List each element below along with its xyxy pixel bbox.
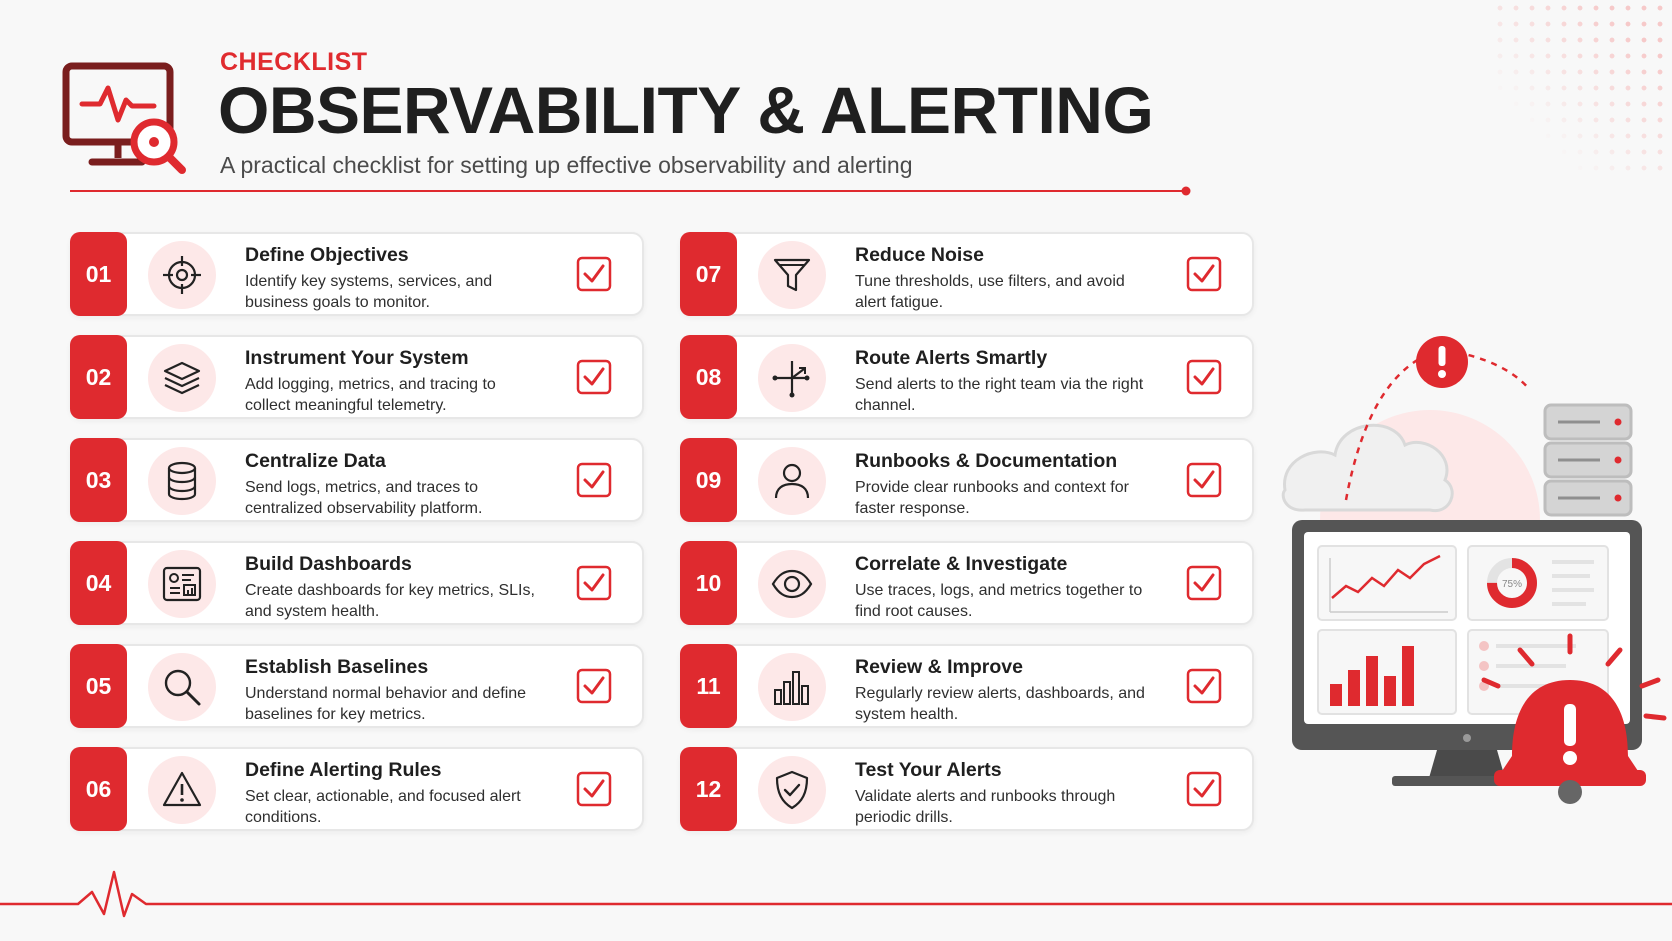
item-description: Send alerts to the right team via the right channel. — [855, 376, 1144, 414]
warning-icon — [148, 756, 216, 824]
checkbox-checked-icon[interactable] — [1186, 359, 1222, 395]
checklist-item — [680, 232, 1254, 316]
item-description: Regularly review alerts, dashboards, and system health. — [855, 685, 1145, 723]
decorative-dot-grid — [1492, 0, 1672, 180]
checkbox-checked-icon[interactable] — [576, 771, 612, 807]
dashboard-icon — [148, 550, 216, 618]
checklist-item — [70, 541, 644, 625]
item-number-badge: 03 — [70, 438, 127, 522]
checkbox-checked-icon[interactable] — [576, 462, 612, 498]
item-number-badge: 10 — [680, 541, 737, 625]
item-description: Identify key systems, services, and business goals to monitor. — [245, 273, 493, 311]
item-title: Establish Baselines — [245, 656, 429, 678]
item-description: Set clear, actionable, and focused alert conditions. — [245, 788, 521, 826]
checklist-item — [70, 232, 644, 316]
database-icon — [148, 447, 216, 515]
checkbox-checked-icon[interactable] — [1186, 771, 1222, 807]
checklist-item — [70, 335, 644, 419]
item-description: Use traces, logs, and metrics together to find root causes. — [855, 582, 1143, 620]
item-description: Send logs, metrics, and traces to centralized observability platform. — [245, 479, 483, 517]
page-title: OBSERVABILITY & ALERTING — [218, 73, 1154, 147]
item-title: Review & Improve — [855, 656, 1023, 678]
item-title: Correlate & Investigate — [855, 553, 1068, 575]
gauge-label: 75% — [1501, 579, 1523, 590]
checkbox-checked-icon[interactable] — [576, 668, 612, 704]
item-number-badge: 02 — [70, 335, 127, 419]
footer-pulse-line — [0, 870, 1672, 920]
checklist-item — [70, 747, 644, 831]
item-title: Define Alerting Rules — [245, 759, 442, 781]
checklist-item — [70, 438, 644, 522]
item-title: Test Your Alerts — [855, 759, 1002, 781]
monitor-pulse-icon — [62, 62, 192, 177]
item-number-badge: 01 — [70, 232, 127, 316]
checkbox-checked-icon[interactable] — [576, 256, 612, 292]
item-number-badge: 09 — [680, 438, 737, 522]
page-subtitle: A practical checklist for setting up effective observability and alerting — [220, 152, 913, 178]
layers-icon — [148, 344, 216, 412]
checkbox-checked-icon[interactable] — [1186, 462, 1222, 498]
item-number-badge: 05 — [70, 644, 127, 728]
checkbox-checked-icon[interactable] — [1186, 668, 1222, 704]
checklist-item — [680, 747, 1254, 831]
checkbox-checked-icon[interactable] — [1186, 565, 1222, 601]
route-icon — [758, 344, 826, 412]
item-title: Build Dashboards — [245, 553, 412, 575]
header-divider — [70, 186, 1194, 196]
item-number-badge: 11 — [680, 644, 737, 728]
item-description: Add logging, metrics, and tracing to collect meaningful telemetry. — [245, 376, 496, 414]
item-description: Provide clear runbooks and context for faster response. — [855, 479, 1129, 517]
item-title: Centralize Data — [245, 450, 386, 472]
checklist-item — [680, 335, 1254, 419]
item-description: Tune thresholds, use filters, and avoid alert fatigue. — [855, 273, 1125, 311]
bar-chart-icon — [758, 653, 826, 721]
item-description: Validate alerts and runbooks through periodic drills. — [855, 788, 1116, 826]
checklist-item — [70, 644, 644, 728]
person-icon — [758, 447, 826, 515]
item-number-badge: 08 — [680, 335, 737, 419]
item-title: Define Objectives — [245, 244, 409, 266]
item-description: Create dashboards for key metrics, SLIs, and system health. — [245, 582, 535, 620]
target-icon — [148, 241, 216, 309]
checklist-item — [680, 644, 1254, 728]
item-number-badge: 06 — [70, 747, 127, 831]
item-title: Instrument Your System — [245, 347, 469, 369]
item-number-badge: 12 — [680, 747, 737, 831]
item-description: Understand normal behavior and define baselines for key metrics. — [245, 685, 527, 723]
eye-icon — [758, 550, 826, 618]
checklist-item — [680, 438, 1254, 522]
item-title: Route Alerts Smartly — [855, 347, 1048, 369]
checkbox-checked-icon[interactable] — [1186, 256, 1222, 292]
shield-check-icon — [758, 756, 826, 824]
item-title: Reduce Noise — [855, 244, 984, 266]
checkbox-checked-icon[interactable] — [576, 359, 612, 395]
monitoring-illustration — [1280, 330, 1672, 830]
checkbox-checked-icon[interactable] — [576, 565, 612, 601]
item-number-badge: 04 — [70, 541, 127, 625]
filter-icon — [758, 241, 826, 309]
checklist-item — [680, 541, 1254, 625]
item-number-badge: 07 — [680, 232, 737, 316]
item-title: Runbooks & Documentation — [855, 450, 1118, 472]
eyebrow-label: CHECKLIST — [220, 48, 368, 76]
magnifier-icon — [148, 653, 216, 721]
